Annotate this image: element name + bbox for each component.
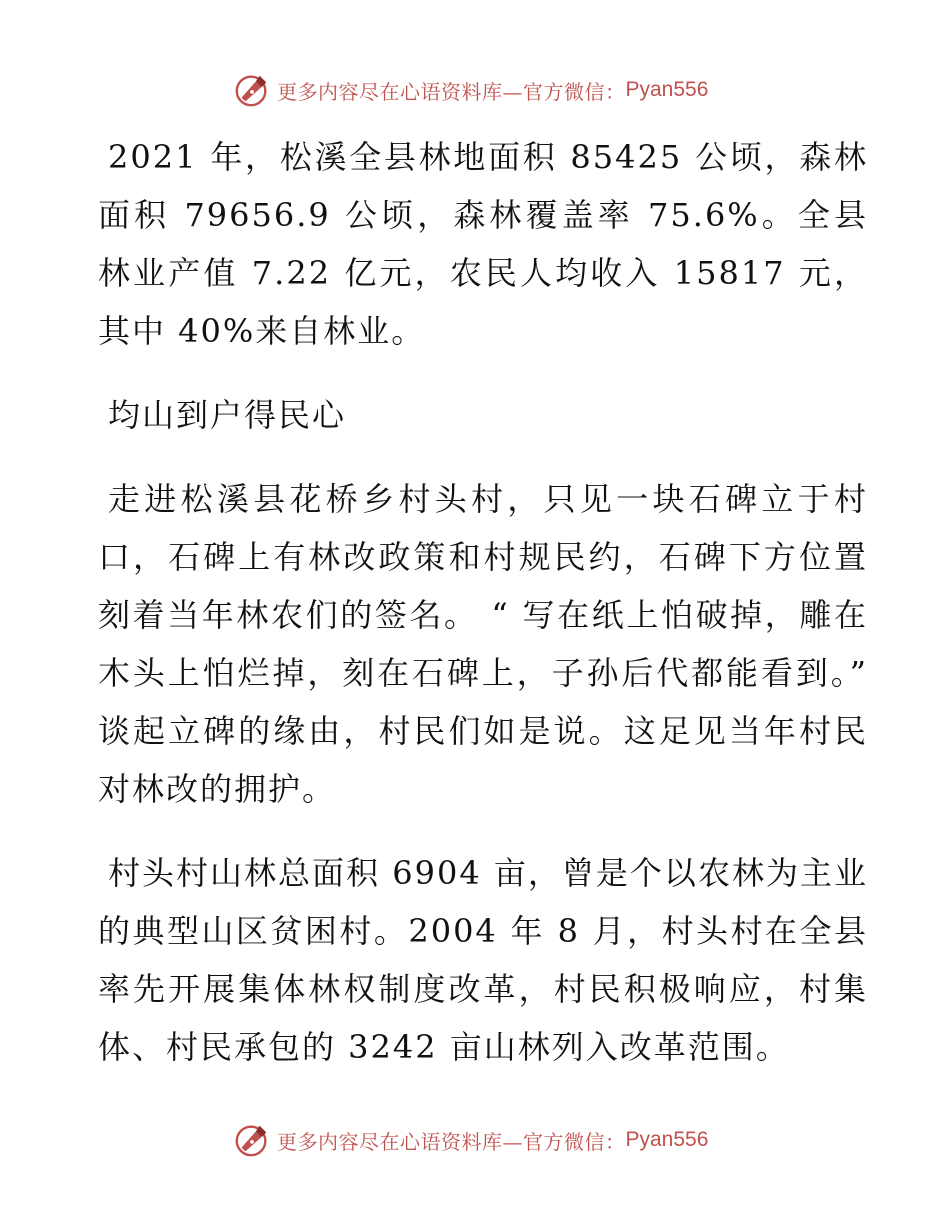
footer-banner (233, 1120, 708, 1160)
header-banner (233, 70, 708, 110)
document-body (98, 128, 868, 1102)
paragraph-village-reform: 村头村山林总面积 6904 亩，曾是个以农林为主业的典型山区贫困村。2004 年 8 月，村头村在全县率先开展集体林权制度改革，村民积极响应，村集体、村民承包的 3242 亩山林列入改革范围。 (98, 854, 868, 1066)
pen-nib-logo-icon (233, 71, 271, 109)
pen-nib-logo-icon (233, 1121, 271, 1159)
footer-banner-text: 更多内容尽在心语资料库—官方微信： (277, 1129, 626, 1154)
paragraph-stone-tablet: 走进松溪县花桥乡村头村，只见一块石碑立于村口，石碑上有林改政策和村规民约，石碑下方位置刻着当年林农们的签名。 “ 写在纸上怕破掉，雕在木头上怕烂掉，刻在石碑上，子孙后代都能看到。” 谈起立碑的缘由，村民们如是说。这足见当年村民对林改的拥护。 (98, 480, 868, 808)
header-banner-text: 更多内容尽在心语资料库—官方微信： (277, 79, 626, 104)
footer-banner-handle: Pyan556 (625, 1128, 709, 1151)
paragraph-forest-stats: 2021 年，松溪全县林地面积 85425 公顷，森林面积 79656.9 公顷，森林覆盖率 75.6%。全县林业产值 7.22 亿元，农民人均收入 15817 元，其中 40%来自林业。 (98, 138, 868, 350)
section-heading: 均山到户得民心 (108, 396, 347, 434)
header-banner-handle: Pyan556 (625, 78, 709, 101)
